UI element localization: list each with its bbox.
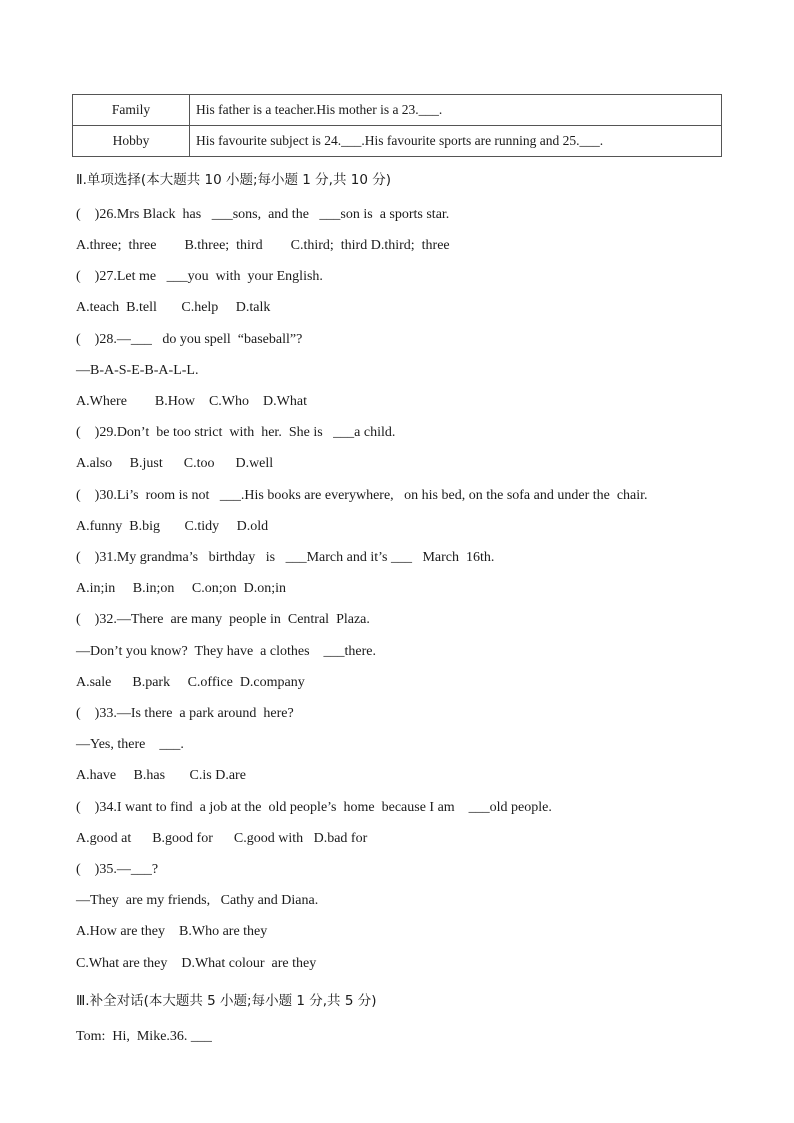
table-value-cell: His father is a teacher.His mother is a 23.___. <box>190 95 722 126</box>
answer-line: —Don’t you know? They have a clothes ___there. <box>76 644 377 659</box>
question-line: ( )30.Li’s room is not ___.His books are everywhere, on his bed, on the sofa and under the chair. <box>76 488 648 503</box>
options-line: A.How are they B.Who are they <box>76 924 268 939</box>
section-2-title: Ⅱ.单项选择(本大题共 10 小题;每小题 1 分,共 10 分) <box>76 172 392 188</box>
options-line: C.What are they D.What colour are they <box>76 956 317 971</box>
answer-line: —B-A-S-E-B-A-L-L. <box>76 363 199 378</box>
question-line: ( )28.—___ do you spell “baseball”? <box>76 332 303 347</box>
dialog-line: Tom: Hi, Mike.36. ___ <box>76 1029 212 1044</box>
question-line: ( )32.—There are many people in Central Plaza. <box>76 612 370 627</box>
question-line: ( )35.—___? <box>76 862 159 877</box>
answer-line: —They are my friends, Cathy and Diana. <box>76 893 319 908</box>
question-line: ( )27.Let me ___you with your English. <box>76 269 323 284</box>
options-line: A.Where B.How C.Who D.What <box>76 394 307 409</box>
table-row <box>73 95 722 126</box>
question-line: ( )33.—Is there a park around here? <box>76 706 294 721</box>
table-key-cell: Hobby <box>73 126 190 157</box>
table-row <box>73 126 722 157</box>
options-line: A.teach B.tell C.help D.talk <box>76 300 271 315</box>
answer-line: —Yes, there ___. <box>76 737 184 752</box>
question-line: ( )31.My grandma’s birthday is ___March and it’s ___ March 16th. <box>76 550 495 565</box>
options-line: A.also B.just C.too D.well <box>76 456 274 471</box>
question-line: ( )26.Mrs Black has ___sons, and the ___son is a sports star. <box>76 207 450 222</box>
options-line: A.good at B.good for C.good with D.bad for <box>76 831 368 846</box>
options-line: A.sale B.park C.office D.company <box>76 675 305 690</box>
info-table <box>72 94 722 157</box>
options-line: A.funny B.big C.tidy D.old <box>76 519 269 534</box>
question-line: ( )29.Don’t be too strict with her. She is ___a child. <box>76 425 396 440</box>
question-line: ( )34.I want to find a job at the old people’s home because I am ___old people. <box>76 800 552 815</box>
options-line: A.have B.has C.is D.are <box>76 768 246 783</box>
table-key-cell: Family <box>73 95 190 126</box>
table-value-cell: His favourite subject is 24.___.His favourite sports are running and 25.___. <box>190 126 722 157</box>
options-line: A.three; three B.three; third C.third; third D.third; three <box>76 238 450 253</box>
section-3-title: Ⅲ.补全对话(本大题共 5 小题;每小题 1 分,共 5 分) <box>76 993 377 1009</box>
options-line: A.in;in B.in;on C.on;on D.on;in <box>76 581 287 596</box>
